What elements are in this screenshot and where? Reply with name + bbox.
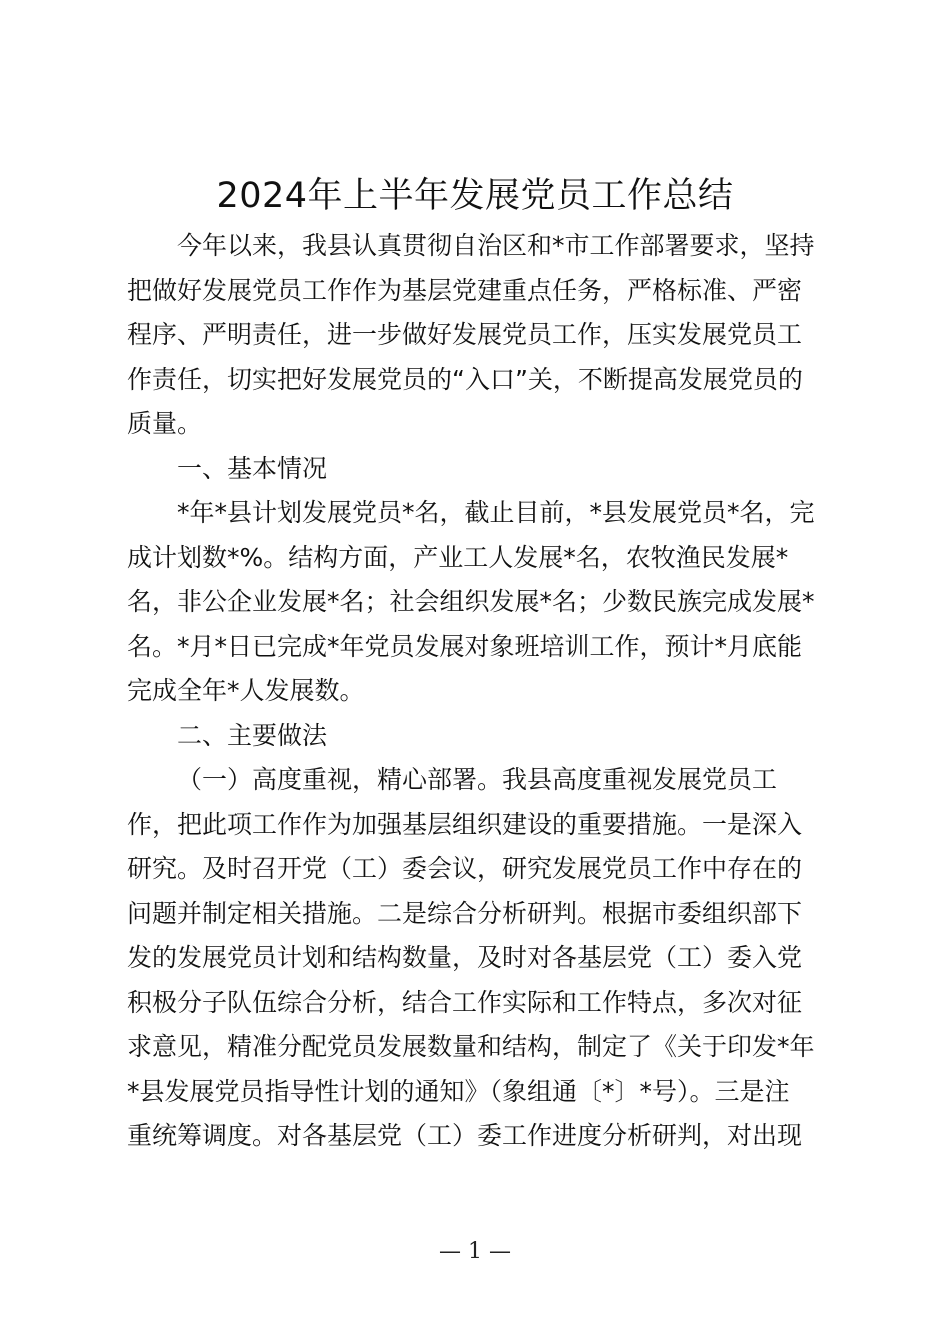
text-line: 名。*月*日已完成*年党员发展对象班培训工作，预计*月底能 — [127, 631, 803, 661]
text-line: 今年以来，我县认真贯彻自治区和*市工作部署要求，坚持 — [177, 231, 815, 260]
text-line: 把做好发展党员工作作为基层党建重点任务，严格标准、严密 — [127, 275, 803, 305]
paragraph-intro — [127, 224, 831, 447]
text-line: 作责任，切实把好发展党员的“入口”关，不断提高发展党员的 — [127, 364, 803, 394]
text-line: 作，把此项工作作为加强基层组织建设的重要措施。一是深入 — [127, 809, 803, 839]
text-line: 名，非公企业发展*名；社会组织发展*名；少数民族完成发展* — [127, 587, 815, 616]
text-line: （一）高度重视，精心部署。我县高度重视发展党员工 — [177, 765, 778, 794]
text-line: 质量。 — [127, 409, 203, 438]
text-line: 成计划数*%。结构方面，产业工人发展*名，农牧渔民发展* — [127, 542, 789, 572]
text-line: 发的发展党员计划和结构数量，及时对各基层党（工）委入党 — [127, 943, 803, 972]
document-title: 2024年上半年发展党员工作总结 — [216, 176, 734, 216]
page-number: — 1 — — [439, 1239, 511, 1264]
text-line: 研究。及时召开党（工）委会议，研究发展党员工作中存在的 — [127, 854, 803, 883]
section-heading-main-practices — [127, 714, 831, 759]
document-body — [127, 224, 831, 1159]
text-line: 程序、严明责任，进一步做好发展党员工作，压实发展党员工 — [127, 320, 803, 349]
section-heading-basic-situation — [127, 447, 831, 492]
text-line: 完成全年*人发展数。 — [127, 676, 365, 705]
section-heading: 二、主要做法 — [177, 720, 328, 750]
text-line: 问题并制定相关措施。二是综合分析研判。根据市委组织部下 — [127, 898, 803, 928]
text-line: *县发展党员指导性计划的通知》（象组通〔*〕*号）。三是注 — [127, 1076, 790, 1106]
text-line: 积极分子队伍综合分析，结合工作实际和工作特点，多次对征 — [127, 987, 803, 1017]
text-line: *年*县计划发展党员*名，截止目前，*县发展党员*名，完 — [177, 498, 815, 527]
paragraph-basic-situation — [127, 491, 831, 714]
section-heading: 一、基本情况 — [177, 453, 328, 483]
text-line: 重统筹调度。对各基层党（工）委工作进度分析研判，对出现 — [127, 1121, 803, 1150]
paragraph-main-practices — [127, 758, 831, 1159]
text-line: 求意见，精准分配党员发展数量和结构，制定了《关于印发*年 — [127, 1032, 815, 1061]
